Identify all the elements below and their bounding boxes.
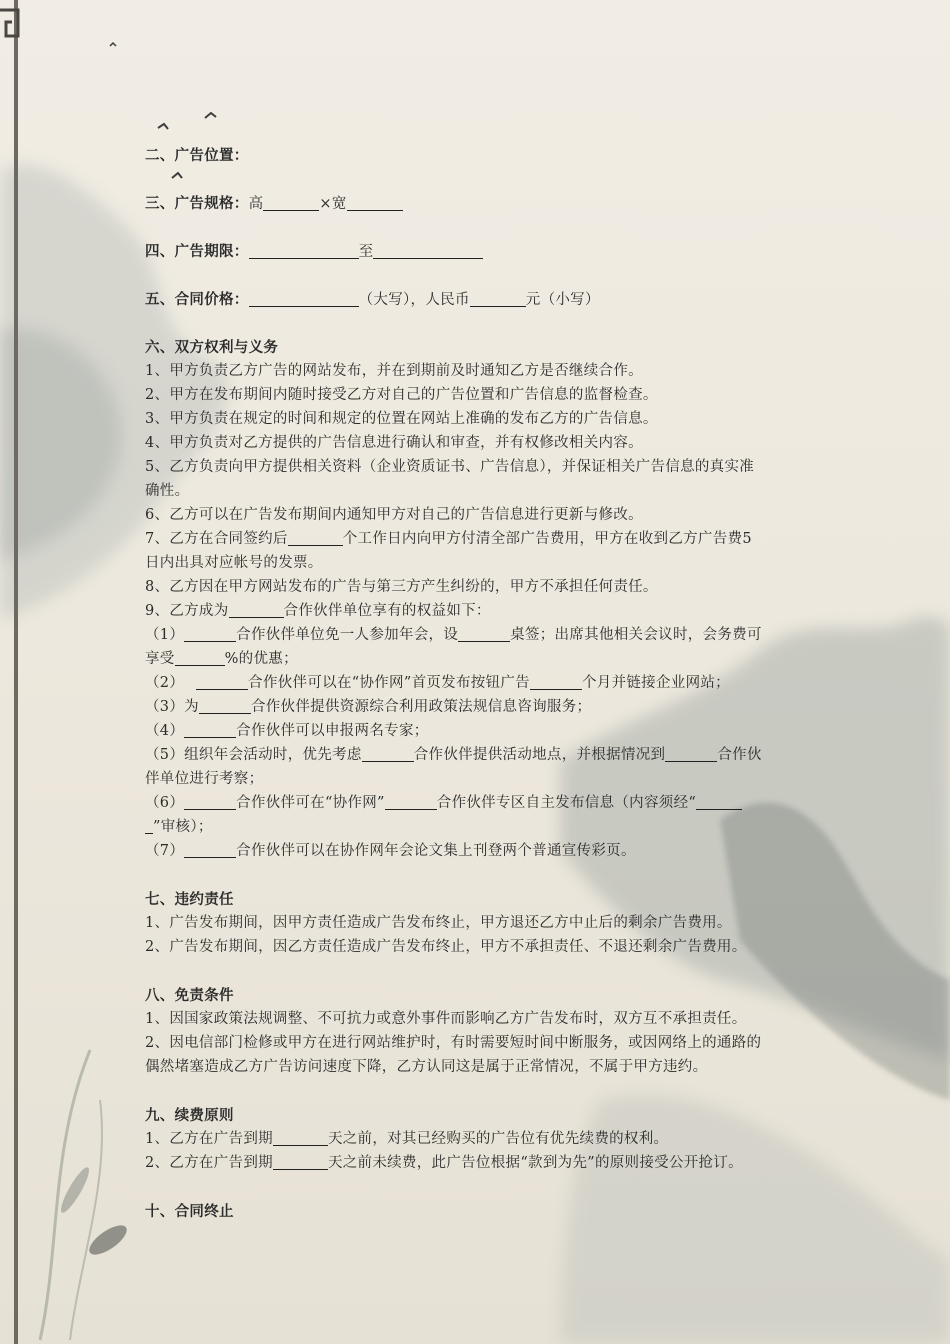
s9-item-2 xyxy=(145,1152,810,1176)
months-blank[interactable] xyxy=(530,674,582,690)
section-3-line xyxy=(145,192,403,217)
blank[interactable] xyxy=(184,626,236,642)
text: （2） xyxy=(145,675,185,691)
days-blank[interactable] xyxy=(273,1130,328,1146)
s6-item-5b: 确性。 xyxy=(145,483,190,499)
width-label: ×宽 xyxy=(319,196,347,212)
s6-item-2: 2、甲方在发布期间内随时接受乙方对自己的广告位置和广告信息的监督检查。 xyxy=(145,387,658,403)
text: 合作伙伴可以申报两名专家； xyxy=(236,723,429,739)
text: 合作伙伴单位免一人参加年会，设 xyxy=(236,627,459,643)
lower-label: 元（小写） xyxy=(525,292,600,308)
text: 合作伙伴可以在“协作网”首页发布按钮广告 xyxy=(248,675,530,691)
text: （5）组织年会活动时，优先考虑 xyxy=(145,747,362,763)
text: 7、乙方在合同签约后 xyxy=(145,531,288,547)
text: （4） xyxy=(145,723,185,739)
text: 合作伙伴提供活动地点，并根据情况到 xyxy=(413,747,666,763)
left-border-line xyxy=(14,0,18,1344)
benefit-5a xyxy=(145,744,810,768)
width-blank[interactable] xyxy=(347,195,403,211)
benefit-1b xyxy=(145,648,810,672)
section-3-title: 三、广告规格： xyxy=(145,195,249,212)
section-8-title: 八、免责条件 xyxy=(145,987,234,1004)
text: 1、乙方在广告到期 xyxy=(145,1131,273,1147)
blank[interactable] xyxy=(184,794,236,810)
s6-item-5a: 5、乙方负责向甲方提供相关资料（企业资质证书、广告信息），并保证相关广告信息的真实准 xyxy=(145,459,755,475)
s6-item-4: 4、甲方负责对乙方提供的广告信息进行确认和审查，并有权修改相关内容。 xyxy=(145,435,643,451)
start-date-blank[interactable] xyxy=(249,243,359,259)
text: （6） xyxy=(145,795,185,811)
text: 合作伙伴提供资源综合利用政策法规信息咨询服务； xyxy=(250,699,592,715)
text: 桌签；出席其他相关会议时，会务费可 xyxy=(510,627,762,643)
text: ”审核）； xyxy=(153,819,213,835)
s6-item-8: 8、乙方因在甲方网站发布的广告与第三方产生纠纷的，甲方不承担任何责任。 xyxy=(145,579,658,595)
section-5-title: 五、合同价格： xyxy=(145,291,249,308)
partner-level-blank[interactable] xyxy=(229,602,284,618)
end-date-blank[interactable] xyxy=(373,243,483,259)
blank[interactable] xyxy=(145,818,153,834)
section-4-line xyxy=(145,240,483,265)
s6-item-6: 6、乙方可以在广告发布期间内通知甲方对自己的广告信息进行更新与修改。 xyxy=(145,507,643,523)
s8-item-1: 1、因国家政策法规调整、不可抗力或意外事件而影响乙方广告发布时，双方互不承担责任。 xyxy=(145,1011,747,1027)
s9-item-1 xyxy=(145,1128,810,1152)
height-blank[interactable] xyxy=(263,195,319,211)
section-10-title: 十、合同终止 xyxy=(145,1203,234,1220)
s6-item-7b: 日内出具对应帐号的发票。 xyxy=(145,555,323,571)
s7-item-2: 2、广告发布期间，因乙方责任造成广告发布终止，甲方不承担责任、不退还剩余广告费用。 xyxy=(145,939,747,955)
text: 合作伙伴可在“协作网” xyxy=(236,795,385,811)
days-blank[interactable] xyxy=(273,1154,328,1170)
text: 合作伙伴可以在协作网年会论文集上刊登两个普通宣传彩页。 xyxy=(236,843,636,859)
text: 天之前，对其已经购买的广告位有优先续费的权利。 xyxy=(327,1131,669,1147)
text: 享受 xyxy=(145,651,175,667)
section-9-title: 九、续费原则 xyxy=(145,1107,234,1124)
blank[interactable] xyxy=(199,698,251,714)
benefit-1a xyxy=(145,624,810,648)
text: （7） xyxy=(145,843,185,859)
benefit-6a xyxy=(145,792,810,816)
blank[interactable] xyxy=(184,842,236,858)
height-label: 高 xyxy=(248,196,264,212)
text: 2、乙方在广告到期 xyxy=(145,1155,273,1171)
s6-item-9 xyxy=(145,600,810,624)
section-5-line xyxy=(145,288,600,313)
section-4-title: 四、广告期限： xyxy=(145,243,249,260)
capital-label: （大写），人民币 xyxy=(358,292,470,308)
price-number-blank[interactable] xyxy=(470,291,526,307)
text: %的优惠； xyxy=(224,651,298,667)
benefit-3 xyxy=(145,696,810,720)
workday-blank[interactable] xyxy=(288,530,343,546)
price-capital-blank[interactable] xyxy=(249,291,359,307)
benefit-5b: 伴单位进行考察； xyxy=(145,771,264,787)
section-2-title: 二、广告位置： xyxy=(145,147,249,164)
text: 合作伙伴单位享有的权益如下： xyxy=(283,603,491,619)
text: 9、乙方成为 xyxy=(145,603,229,619)
text: （1） xyxy=(145,627,185,643)
section-6-title: 六、双方权利与义务 xyxy=(145,339,279,356)
text: 天之前未续费，此广告位根据“款到为先”的原则接受公开抢订。 xyxy=(327,1155,743,1171)
text: 个月并链接企业网站； xyxy=(581,675,730,691)
benefit-4 xyxy=(145,720,810,744)
benefit-2 xyxy=(145,672,810,696)
blank[interactable] xyxy=(665,746,717,762)
s8-item-2b: 偶然堵塞造成乙方广告访问速度下降，乙方认同这是属于正常情况，不属于甲方违约。 xyxy=(145,1059,708,1075)
benefit-6b xyxy=(145,816,810,840)
s6-item-3: 3、甲方负责在规定的时间和规定的位置在网站上准确的发布乙方的广告信息。 xyxy=(145,411,658,427)
section-7-title: 七、违约责任 xyxy=(145,891,234,908)
text: 个工作日内向甲方付清全部广告费用，甲方在收到乙方广告费5 xyxy=(342,531,752,547)
s7-item-1: 1、广告发布期间，因甲方责任造成广告发布终止，甲方退还乙方中止后的剩余广告费用。 xyxy=(145,915,732,931)
blank[interactable] xyxy=(458,626,510,642)
discount-blank[interactable] xyxy=(175,650,225,666)
text: 合作伙伴专区自主发布信息（内容须经“ xyxy=(436,795,697,811)
s6-item-7a xyxy=(145,528,810,552)
blank[interactable] xyxy=(385,794,437,810)
corner-ornament xyxy=(0,0,26,60)
blank[interactable] xyxy=(362,746,414,762)
s6-item-1: 1、甲方负责乙方广告的网站发布，并在到期前及时通知乙方是否继续合作。 xyxy=(145,363,643,379)
reviewer-blank[interactable] xyxy=(696,794,742,810)
to-label: 至 xyxy=(358,244,374,260)
blank[interactable] xyxy=(184,722,236,738)
text: （3）为 xyxy=(145,699,199,715)
text: 合作伙 xyxy=(717,747,762,763)
benefit-7 xyxy=(145,840,810,864)
blank[interactable] xyxy=(196,674,248,690)
s8-item-2a: 2、因电信部门检修或甲方在进行网站维护时，有时需要短时间中断服务，或因网络上的通路的 xyxy=(145,1035,762,1051)
